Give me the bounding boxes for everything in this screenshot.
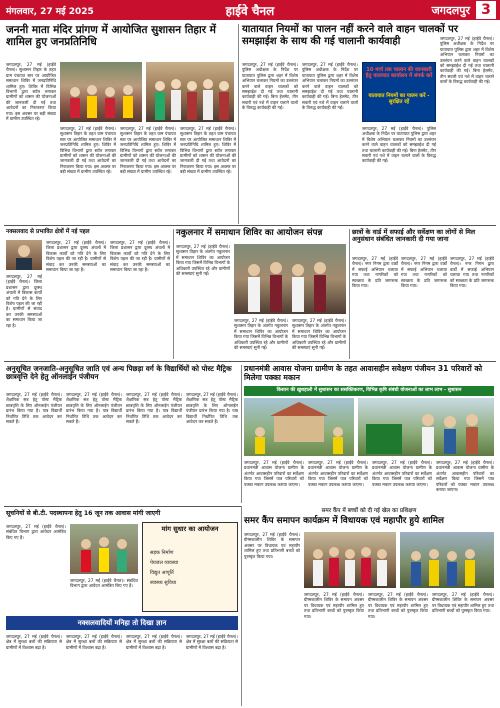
story2-body-col4: जगदलपुर, 27 मई (हाईवे चैनल)। पुलिस अधीक्षक के निर्देश पर यातायात पुलिस द्वारा शहर में विशेष अभियान चलाकर नियमों का उल्लंघन करने वाले वाहन चालकों को समझाईश दी गई तथा चालानी कार्यवाही की गई। बिना हेलमेट, तीन सवारी एवं नशे में वाहन चलाने वालों के विरुद्ध कार्यवाही की गई।: [440, 36, 494, 85]
story4-body-col2: जगदलपुर, 27 मई (हाईवे चैनल)। सुशासन तिहार के अंतर्गत नकुलनार में समाधान शिविर का आयोजन किया गया जिसमें विभिन्न विभागों के अधिकारी उपस्थित रहे और ग्रामीणों की समस्याएं सुनी गईं।: [234, 318, 288, 351]
story7-photo-1: [244, 398, 354, 456]
story11-photo-1: [304, 532, 396, 588]
story4-headline: नकुलनार में समाधान शिविर का आयोजन संपन्न: [176, 228, 323, 238]
story3-body-col1: जगदलपुर, 27 मई (हाईवे चैनल)। जिला प्रशासन द्वारा दूरस्थ अंचलों में विकास कार्यों को गति देने के लिए विशेष पहल की जा रही है। ग्रामीणों से संवाद कर उनकी समस्याओं का समाधान किया जा रहा है।: [46, 240, 106, 273]
story4-body-col3: जगदलपुर, 27 मई (हाईवे चैनल)। सुशासन तिहार के अंतर्गत नकुलनार में समाधान शिविर का आयोजन किया गया जिसमें विभिन्न विभागों के अधिकारी उपस्थित रहे और ग्रामीणों की समस्याएं सुनी गईं।: [292, 318, 346, 351]
story7-body-col1: जगदलपुर, 27 मई (हाईवे चैनल)। प्रधानमंत्री आवास योजना ग्रामीण के अंतर्गत आवासहीन परिवारों का सर्वेक्षण किया गया जिसमें पात्र परिवारों को पक्का मकान उपलब्ध कराया जाएगा।: [244, 460, 304, 487]
story2-body-col3: जगदलपुर, 27 मई (हाईवे चैनल)। पुलिस अधीक्षक के निर्देश पर यातायात पुलिस द्वारा शहर में विशेष अभियान चलाकर नियमों का उल्लंघन करने वाले वाहन चालकों को समझाईश दी गई तथा चालानी कार्यवाही की गई। बिना हेलमेट, तीन सवारी एवं नशे में वाहन चलाने वालों के विरुद्ध कार्यवाही की गई।: [362, 126, 436, 164]
story8-photo: [70, 524, 138, 574]
story3-body-col2: जगदलपुर, 27 मई (हाईवे चैनल)। जिला प्रशासन द्वारा दूरस्थ अंचलों में विकास कार्यों को गति देने के लिए विशेष पहल की जा रही है। ग्रामीणों से संवाद कर उनकी समस्याओं का समाधान किया जा रहा है।: [110, 240, 170, 273]
story6-body-col4: जगदलपुर, 27 मई (हाईवे चैनल)। शैक्षणिक सत्र हेतु पोस्ट मैट्रिक छात्रवृत्ति के लिए ऑनलाईन पंजीयन प्रारंभ किया गया है। पात्र विद्यार्थी निर्धारित तिथि तक आवेदन कर सकते हैं।: [186, 392, 238, 425]
story2-ad-yellow: यातायात नियमों का पालन करें - सुरक्षित रहें: [368, 93, 430, 106]
section-rule: [4, 361, 496, 362]
column-divider: [349, 229, 350, 359]
story8-body-col1: जगदलपुर, 27 मई (हाईवे चैनल)। संबंधित विभाग द्वारा आवेदन आमंत्रित किए गए हैं।: [6, 524, 66, 540]
story7-body-col2: जगदलपुर, 27 मई (हाईवे चैनल)। प्रधानमंत्री आवास योजना ग्रामीण के अंतर्गत आवासहीन परिवारों का सर्वेक्षण किया गया जिसमें पात्र परिवारों को पक्का मकान उपलब्ध कराया जाएगा।: [308, 460, 368, 487]
story11-subhead: समर कैंप समापन कार्यक्रम में विधायक एवं महापौर हुये शामिल: [244, 516, 444, 526]
story5-body-col2: जगदलपुर, 27 मई (हाईवे चैनल)। नगर निगम द्वारा वार्डों में सफाई अभियान चलाया गया तथा नागरिकों को स्वच्छता के प्रति जागरूक किया गया।: [401, 256, 447, 289]
story2-body-col2: जगदलपुर, 27 मई (हाईवे चैनल)। पुलिस अधीक्षक के निर्देश पर यातायात पुलिस द्वारा शहर में विशेष अभियान चलाकर नियमों का उल्लंघन करने वाले वाहन चालकों को समझाईश दी गई तथा चालानी कार्यवाही की गई। बिना हेलमेट, तीन सवारी एवं नशे में वाहन चलाने वालों के विरुद्ध कार्यवाही की गई।: [302, 62, 358, 111]
story11-photo-2: [400, 532, 494, 588]
column-divider: [173, 229, 174, 359]
story4-photo: [234, 244, 346, 314]
story1-body-col1: जगदलपुर, 27 मई (हाईवे चैनल)। सुशासन तिहार के तहत ग्राम पंचायत स्तर पर आयोजित समाधान शिविर में जनप्रतिनिधि शामिल हुए। शिविर में विभिन्न विभागों द्वारा स्टॉल लगाकर ग्रामीणों को शासन की योजनाओं की जानकारी दी गई तथा आवेदनों का निराकरण किया गया। इस अवसर पर बड़ी संख्या में ग्रामीण उपस्थित रहे।: [6, 62, 56, 122]
section-rule: [4, 225, 496, 226]
story5-headline: छात्रों के वार्ड में सफाई और सर्वेक्षण का लोगों से मिल अनुसंधान संबंधित जानकारी दी गया जाना: [352, 228, 476, 244]
story9-bullet-list: [150, 548, 234, 588]
story10-body-col4: जगदलपुर, 27 मई (हाईवे चैनल)। क्षेत्र में सुरक्षा बलों की सक्रियता से ग्रामीणों में विश्वास बढ़ा है।: [186, 634, 238, 650]
story1-photo-2: [146, 62, 234, 122]
story11-body-col2: जगदलपुर, 27 मई (हाईवे चैनल)। ग्रीष्मकालीन शिविर के समापन अवसर पर विधायक एवं महापौर शामिल हुए तथा प्रतिभागी बच्चों को पुरस्कृत किया गया।: [304, 592, 364, 619]
story8-body-col2: जगदलपुर, 27 मई (हाईवे चैनल)। संबंधित विभाग द्वारा आवेदन आमंत्रित किए गए हैं।: [70, 578, 138, 589]
story6-headline: अनुसूचित जनजाति-अनुसूचित जाति एवं अन्य पिछड़ा वर्ग के विद्यार्थियों को पोस्ट मैट्रिक छात्रवृत्ति देने हेतु ऑनलाईन पंजीयन: [6, 364, 232, 382]
story7-photo-2: [358, 398, 494, 456]
story11-body-col4: जगदलपुर, 27 मई (हाईवे चैनल)। ग्रीष्मकालीन शिविर के समापन अवसर पर विधायक एवं महापौर शामिल हुए तथा प्रतिभागी बच्चों को पुरस्कृत किया गया।: [432, 592, 494, 614]
story7-body-col4: जगदलपुर, 27 मई (हाईवे चैनल)। प्रधानमंत्री आवास योजना ग्रामीण के अंतर्गत आवासहीन परिवारों का सर्वेक्षण किया गया जिसमें पात्र परिवारों को पक्का मकान उपलब्ध कराया जाएगा।: [436, 460, 494, 493]
story5-body-col3: जगदलपुर, 27 मई (हाईवे चैनल)। नगर निगम द्वारा वार्डों में सफाई अभियान चलाया गया तथा नागरिकों को स्वच्छता के प्रति जागरूक किया गया।: [450, 256, 494, 289]
story6-body-col3: जगदलपुर, 27 मई (हाईवे चैनल)। शैक्षणिक सत्र हेतु पोस्ट मैट्रिक छात्रवृत्ति के लिए ऑनलाईन पंजीयन प्रारंभ किया गया है। पात्र विद्यार्थी निर्धारित तिथि तक आवेदन कर सकते हैं।: [126, 392, 182, 425]
story1-body-col2: जगदलपुर, 27 मई (हाईवे चैनल)। सुशासन तिहार के तहत ग्राम पंचायत स्तर पर आयोजित समाधान शिविर में जनप्रतिनिधि शामिल हुए। शिविर में विभिन्न विभागों द्वारा स्टॉल लगाकर ग्रामीणों को शासन की योजनाओं की जानकारी दी गई तथा आवेदनों का निराकरण किया गया। इस अवसर पर बड़ी संख्या में ग्रामीण उपस्थित रहे।: [60, 126, 116, 175]
story6-body-col1: जगदलपुर, 27 मई (हाईवे चैनल)। शैक्षणिक सत्र हेतु पोस्ट मैट्रिक छात्रवृत्ति के लिए ऑनलाईन पंजीयन प्रारंभ किया गया है। पात्र विद्यार्थी निर्धारित तिथि तक आवेदन कर सकते हैं।: [6, 392, 62, 425]
section-rule: [4, 506, 242, 507]
masthead: [0, 0, 500, 20]
story7-body-col3: जगदलपुर, 27 मई (हाईवे चैनल)। प्रधानमंत्री आवास योजना ग्रामीण के अंतर्गत आवासहीन परिवारों का सर्वेक्षण किया गया जिसमें पात्र परिवारों को पक्का मकान उपलब्ध कराया जाएगा।: [372, 460, 432, 487]
story11-headline: समर कैंप में बच्चों को दी गई खेल का प्रशिक्षण: [321, 508, 417, 514]
story6-body-col2: जगदलपुर, 27 मई (हाईवे चैनल)। शैक्षणिक सत्र हेतु पोस्ट मैट्रिक छात्रवृत्ति के लिए ऑनलाईन पंजीयन प्रारंभ किया गया है। पात्र विद्यार्थी निर्धारित तिथि तक आवेदन कर सकते हैं।: [66, 392, 122, 425]
story2-ad-box: [362, 62, 436, 122]
issue-date: मंगलवार, 27 मई 2025: [6, 7, 94, 17]
city-name: जगदलपुर: [431, 4, 470, 17]
story3-headline: नक्सलवाद से प्रभावित क्षेत्रों में नई पहल: [6, 229, 90, 235]
story5-body-col1: जगदलपुर, 27 मई (हाईवे चैनल)। नगर निगम द्वारा वार्डों में सफाई अभियान चलाया गया तथा नागरिकों को स्वच्छता के प्रति जागरूक किया गया।: [352, 256, 398, 289]
paper-name: हाईवे चैनल: [225, 4, 275, 18]
story7-banner: किसान की ख़ुशहाली में सुशासन का ससक्तिकरण, विभिन्न कृषि संबंधी योजनाओं का लाभ लाभ - सुशासन: [244, 386, 494, 396]
story3-photo: [6, 240, 42, 270]
story2-ad-red: 10 मार्च तक चालान की जानकारी हेतु यातायात कार्यालय में संपर्क करें: [365, 67, 433, 80]
story10-headline: नक्सलवादियों मनिहा तो दिखा ज्ञान: [6, 616, 238, 630]
story10-body-col2: जगदलपुर, 27 मई (हाईवे चैनल)। क्षेत्र में सुरक्षा बलों की सक्रियता से ग्रामीणों में विश्वास बढ़ा है।: [66, 634, 122, 650]
story10-body-col3: जगदलपुर, 27 मई (हाईवे चैनल)। क्षेत्र में सुरक्षा बलों की सक्रियता से ग्रामीणों में विश्वास बढ़ा है।: [126, 634, 182, 650]
story4-body-col1: जगदलपुर, 27 मई (हाईवे चैनल)। सुशासन तिहार के अंतर्गत नकुलनार में समाधान शिविर का आयोजन किया गया जिसमें विभिन्न विभागों के अधिकारी उपस्थित रहे और ग्रामीणों की समस्याएं सुनी गईं।: [176, 244, 230, 277]
story2-headline: यातायात नियमों का पालन नहीं करने वाले वाहन चालकों पर समझाईश के साथ की गई चालानी कार्यवाही: [242, 24, 458, 47]
column-divider: [238, 24, 239, 224]
column-divider: [241, 365, 242, 503]
story1-body-col3: जगदलपुर, 27 मई (हाईवे चैनल)। सुशासन तिहार के तहत ग्राम पंचायत स्तर पर आयोजित समाधान शिविर में जनप्रतिनिधि शामिल हुए। शिविर में विभिन्न विभागों द्वारा स्टॉल लगाकर ग्रामीणों को शासन की योजनाओं की जानकारी दी गई तथा आवेदनों का निराकरण किया गया। इस अवसर पर बड़ी संख्या में ग्रामीण उपस्थित रहे।: [120, 126, 176, 175]
story3-body-col0: जगदलपुर, 27 मई (हाईवे चैनल)। जिला प्रशासन द्वारा दूरस्थ अंचलों में विकास कार्यों को गति देने के लिए विशेष पहल की जा रही है। ग्रामीणों से संवाद कर उनकी समस्याओं का समाधान किया जा रहा है।: [6, 274, 42, 328]
column-divider: [241, 506, 242, 706]
story1-headline: जननी माता मंदिर प्रांगण में आयोजित सुशासन तिहार में शामिल हुए जनप्रतिनिधि: [6, 24, 216, 49]
story9-bullet: सड़क निर्माण: [150, 550, 174, 556]
story9-bullet: स्वास्थ्य सुविधा: [150, 580, 177, 586]
story10-body-col1: जगदलपुर, 27 मई (हाईवे चैनल)। क्षेत्र में सुरक्षा बलों की सक्रियता से ग्रामीणों में विश्वास बढ़ा है।: [6, 634, 62, 650]
story1-photo-1: [60, 62, 142, 122]
story8-headline: सूचनियों से बी.टी. पदस्थापना हेतु 16 जून तक आवास मांगी जाएगी: [6, 510, 161, 517]
story11-body-col1: जगदलपुर, 27 मई (हाईवे चैनल)। ग्रीष्मकालीन शिविर के समापन अवसर पर विधायक एवं महापौर शामिल हुए तथा प्रतिभागी बच्चों को पुरस्कृत किया गया।: [244, 532, 300, 559]
story9-bullet: पेयजल व्यवस्था: [150, 560, 179, 566]
story2-body-col1: जगदलपुर, 27 मई (हाईवे चैनल)। पुलिस अधीक्षक के निर्देश पर यातायात पुलिस द्वारा शहर में विशेष अभियान चलाकर नियमों का उल्लंघन करने वाले वाहन चालकों को समझाईश दी गई तथा चालानी कार्यवाही की गई। बिना हेलमेट, तीन सवारी एवं नशे में वाहन चलाने वालों के विरुद्ध कार्यवाही की गई।: [242, 62, 298, 111]
story7-headline: प्रधानमंत्री आवास योजना ग्रामीण के तहत आवासहीन सवेक्षण पंजीयन 31 परिवारों को मिलेगा पक्का मकान: [244, 364, 483, 382]
page-number: 3: [476, 1, 496, 19]
story11-body-col3: जगदलपुर, 27 मई (हाईवे चैनल)। ग्रीष्मकालीन शिविर के समापन अवसर पर विधायक एवं महापौर शामिल हुए तथा प्रतिभागी बच्चों को पुरस्कृत किया गया।: [368, 592, 428, 619]
story9-bullet: विद्युत आपूर्ति: [150, 570, 174, 576]
story9-headline: मांग सुधार का आयोजन: [161, 525, 219, 533]
story1-body-col4: जगदलपुर, 27 मई (हाईवे चैनल)। सुशासन तिहार के तहत ग्राम पंचायत स्तर पर आयोजित समाधान शिविर में जनप्रतिनिधि शामिल हुए। शिविर में विभिन्न विभागों द्वारा स्टॉल लगाकर ग्रामीणों को शासन की योजनाओं की जानकारी दी गई तथा आवेदनों का निराकरण किया गया। इस अवसर पर बड़ी संख्या में ग्रामीण उपस्थित रहे।: [180, 126, 236, 175]
